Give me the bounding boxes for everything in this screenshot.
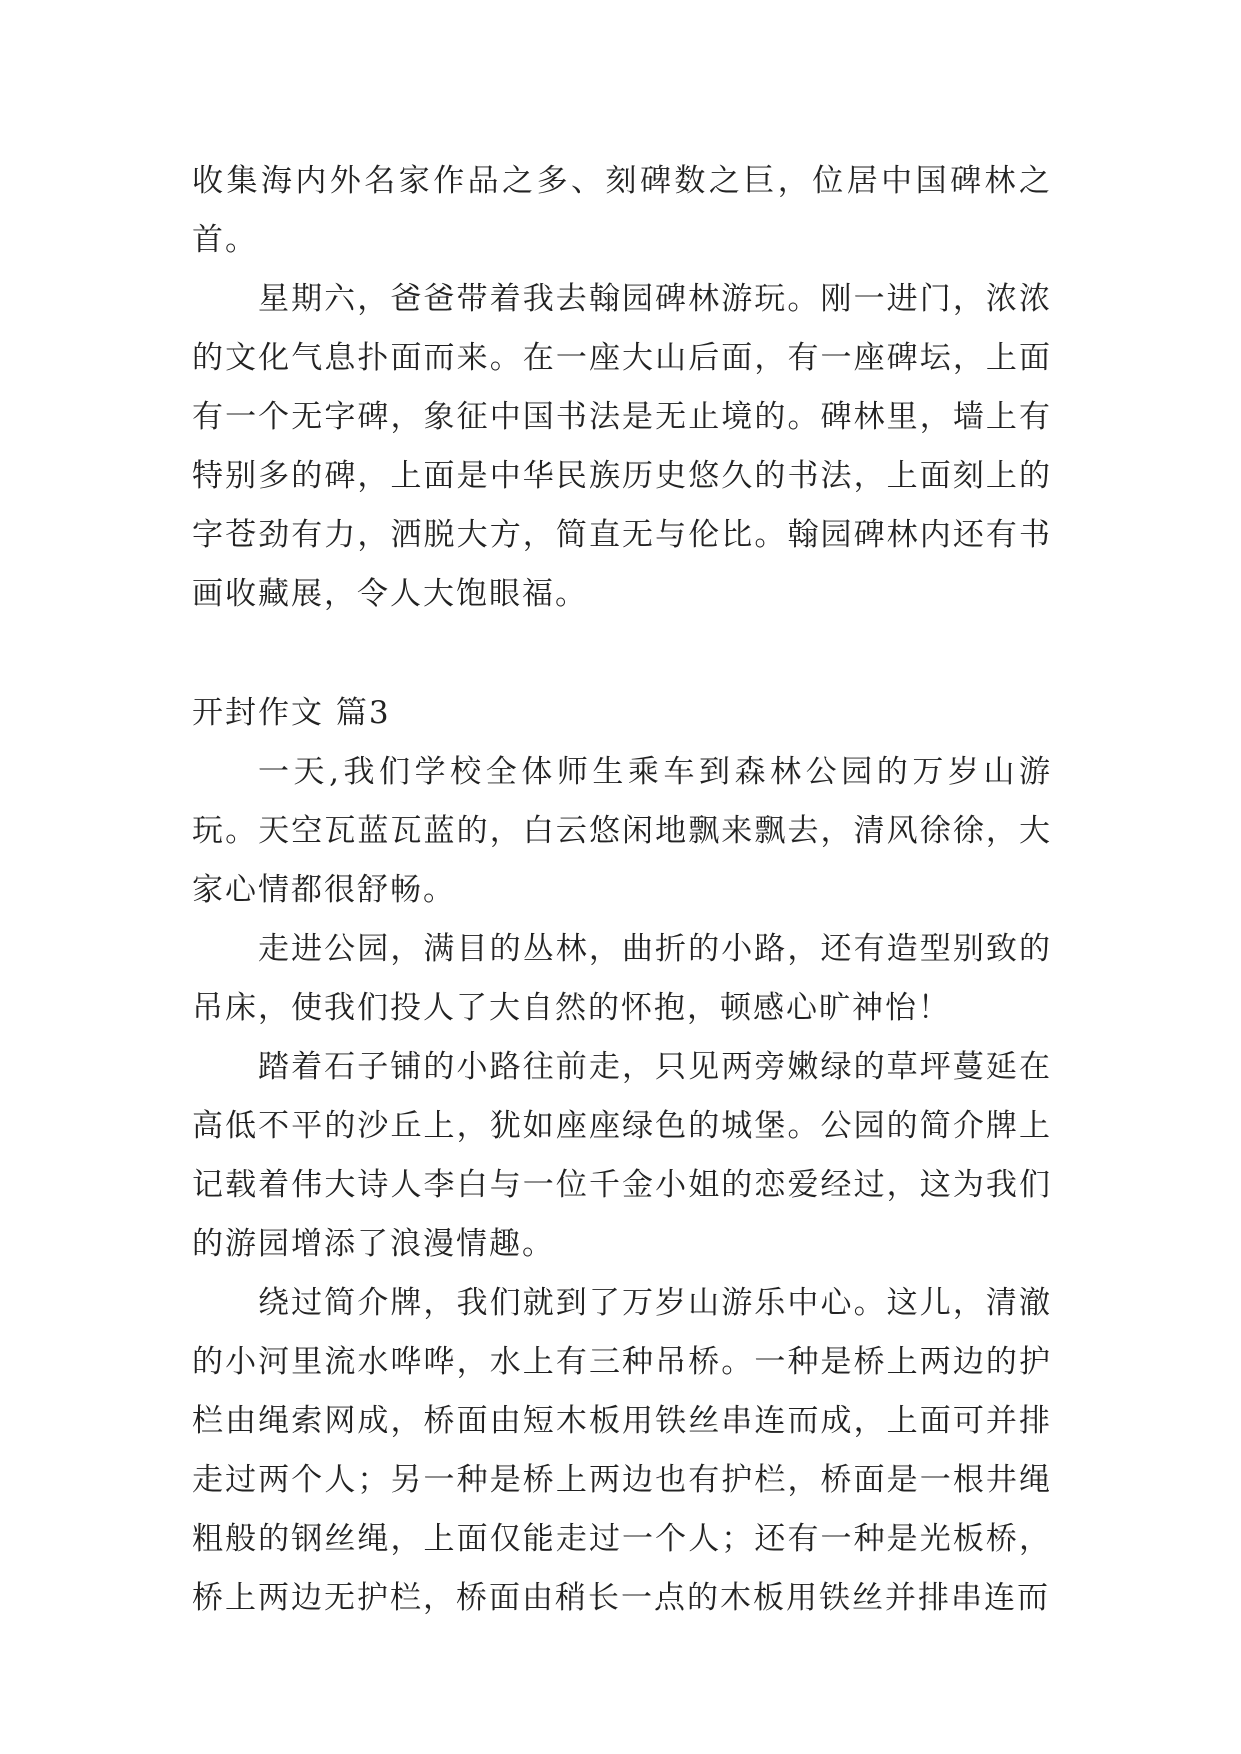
section-gap: [192, 624, 1052, 684]
paragraph-park-entrance: 走进公园，满目的丛林，曲折的小路，还有造型别致的吊床，使我们投人了大自然的怀抱，顿感心旷神怡！: [192, 931, 1052, 1026]
paragraph-trip-intro: 一天,我们学校全体师生乘车到森林公园的万岁山游玩。天空瓦蓝瓦蓝的，白云悠闲地飘来飘去，清风徐徐，大家心情都很舒畅。: [192, 754, 1052, 908]
paragraph-hanyuan-beilin: 星期六，爸爸带着我去翰园碑林游玩。刚一进门，浓浓的文化气息扑面而来。在一座大山后面，有一座碑坛，上面有一个无字碑，象征中国书法是无止境的。碑林里，墙上有特别多的碑，上面是中华民族历史悠久的书法，上面刻上的字苍劲有力，洒脱大方，简直无与伦比。翰园碑林内还有书画收藏展，令人大饱眼福。: [192, 281, 1052, 612]
section-heading: 开封作文 篇3: [192, 695, 391, 731]
document-body: [192, 152, 1052, 1628]
paragraph-continuation: 收集海内外名家作品之多、刻碑数之巨，位居中国碑林之首。: [192, 163, 1052, 258]
paragraph-bridges: 绕过简介牌，我们就到了万岁山游乐中心。这儿，清澈的小河里流水哗哗，水上有三种吊桥。一种是桥上两边的护栏由绳索网成，桥面由短木板用铁丝串连而成，上面可并排走过两个人；另一种是桥上两边也有护栏，桥面是一根井绳粗般的钢丝绳，上面仅能走过一个人；还有一种是光板桥，桥上两边无护栏，桥面由稍长一点的木板用铁丝并排串连而: [192, 1285, 1052, 1616]
paragraph-stone-path: 踏着石子铺的小路往前走，只见两旁嫩绿的草坪蔓延在高低不平的沙丘上，犹如座座绿色的城堡。公园的简介牌上记载着伟大诗人李白与一位千金小姐的恋爱经过，这为我们的游园增添了浪漫情趣。: [192, 1049, 1052, 1262]
